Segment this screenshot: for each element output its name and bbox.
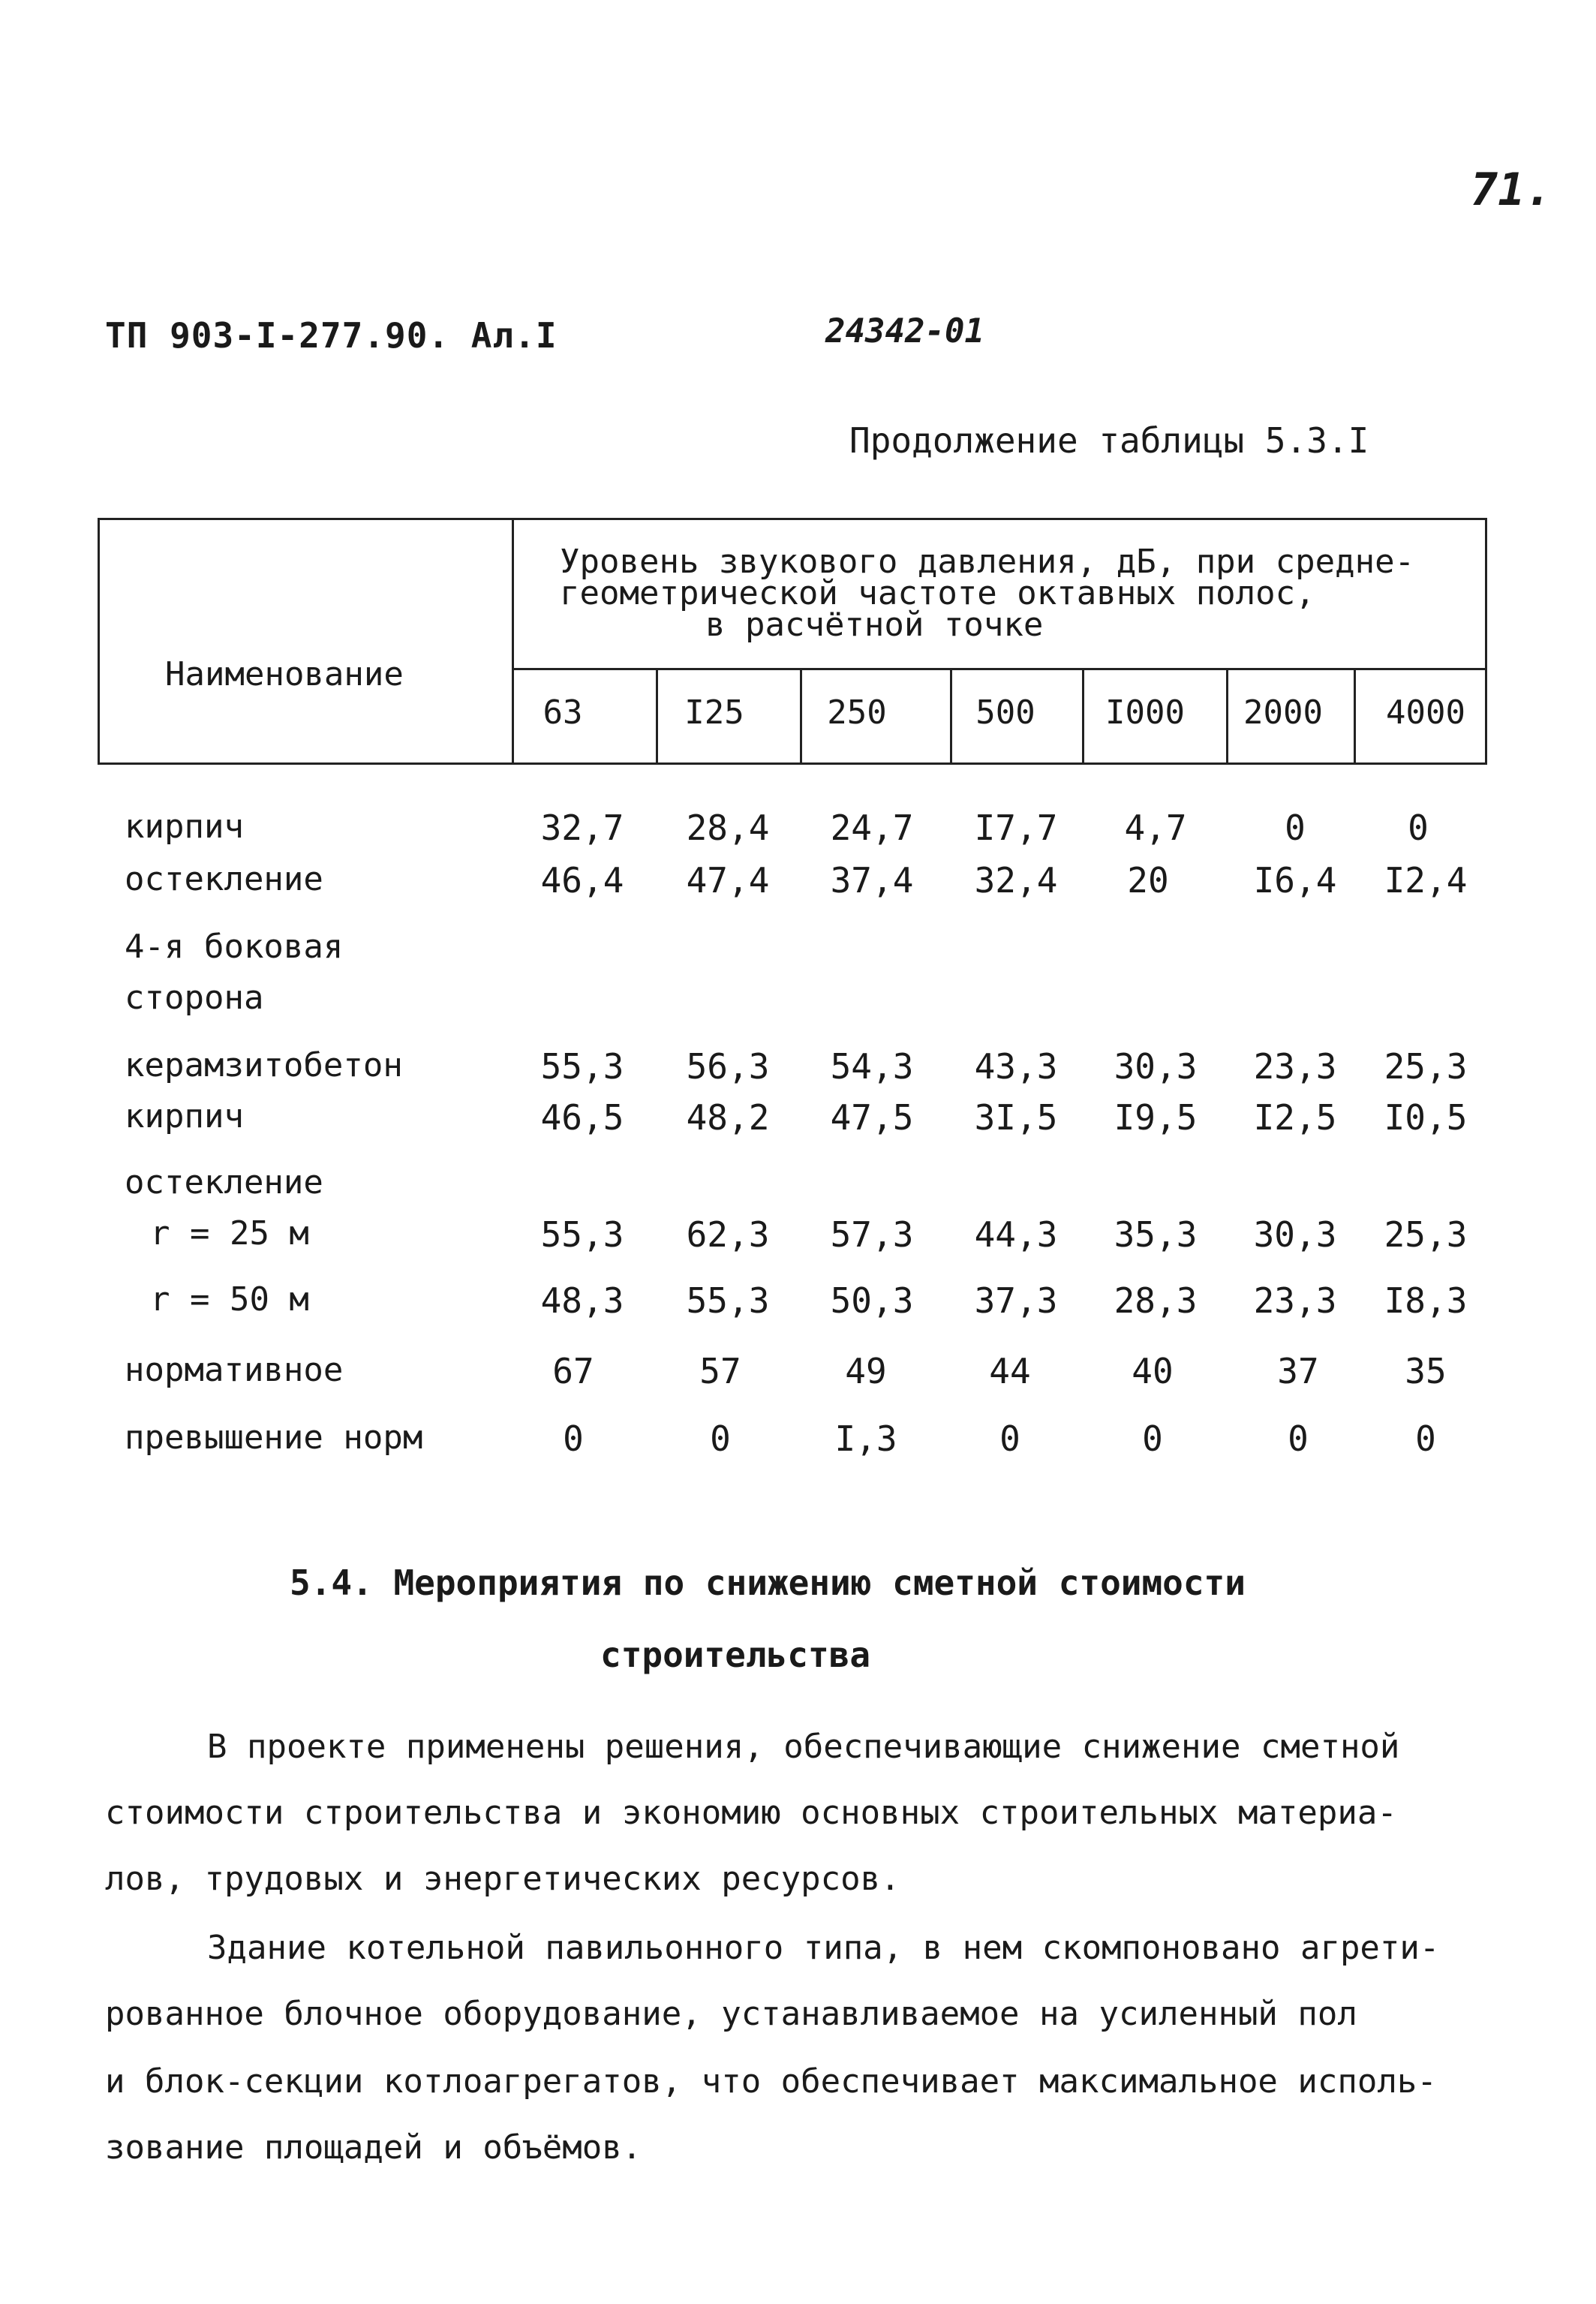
table-cell: 55,3 [540,1046,624,1087]
table-cell: 67 [552,1351,594,1391]
table-cell: I2,4 [1384,860,1468,901]
table-cell: I9,5 [1114,1097,1198,1138]
paragraph-line: и блок-секции котлоагрегатов, что обеспечивает максимальное исполь- [105,2062,1437,2101]
document-code: ТП 903-I-277.90. Ал.I [105,315,558,356]
spl-header-line: Уровень звукового давления, дБ, при средне- [560,543,1415,581]
table-cell: 37,3 [974,1280,1058,1321]
frequency-header: 250 [827,693,887,732]
table-cell: 25,3 [1384,1214,1468,1255]
table-cell: 0 [1142,1418,1163,1459]
table-cell: 35,3 [1114,1214,1198,1255]
table-cell: 48,2 [686,1097,770,1138]
spl-header-line: в расчётной точке [705,606,1044,644]
row-label: остекление [125,1163,323,1202]
table-cell: 44,3 [974,1214,1058,1255]
table-cell: I8,3 [1384,1280,1468,1321]
table-cell: 28,3 [1114,1280,1198,1321]
table-cell: 23,3 [1253,1280,1337,1321]
handwritten-code: 24342-01 [825,312,984,350]
row-label: превышение норм [125,1418,423,1457]
table-cell: 48,3 [540,1280,624,1321]
table-cell: 40 [1132,1351,1174,1391]
table-cell: 3I,5 [974,1097,1058,1138]
table-cell: 46,5 [540,1097,624,1138]
table-cell: 4,7 [1124,808,1187,848]
frame-top-line [98,518,1487,520]
table-cell: 20 [1127,860,1169,901]
frame-left-line [98,518,100,765]
paragraph-line: стоимости строительства и экономию основных строительных материа- [105,1794,1397,1832]
table-cell: 23,3 [1253,1046,1337,1087]
table-cell: 55,3 [540,1214,624,1255]
page-number: 71. [1471,164,1552,216]
spl-header-line: геометрической частоте октавных полос, [560,574,1315,612]
section-heading: 5.4. Мероприятия по снижению сметной стоимости [290,1563,1246,1603]
frequency-header: 4000 [1386,693,1465,732]
table-cell: 24,7 [830,808,914,848]
frequency-header: I25 [684,693,744,732]
frequency-header: 2000 [1243,693,1323,732]
frequency-header: 63 [543,693,583,732]
table-cell: 55,3 [686,1280,770,1321]
table-cell: 43,3 [974,1046,1058,1087]
table-cell: I6,4 [1253,860,1337,901]
table-cell: 0 [710,1418,731,1459]
table-cell: 37 [1277,1351,1319,1391]
row-label: остекление [125,860,323,898]
row-label: r = 50 м [150,1280,309,1319]
table-cell: 47,4 [686,860,770,901]
table-cell: 0 [563,1418,584,1459]
section-heading: строительства [600,1635,871,1675]
table-cell: I2,5 [1253,1097,1337,1138]
column-header-name: Наименование [165,655,404,693]
table-cell: 37,4 [830,860,914,901]
table-caption: Продолжение таблицы 5.3.I [849,420,1369,461]
table-cell: 0 [1415,1418,1436,1459]
table-cell: 35 [1405,1351,1447,1391]
freq-divider [1354,668,1356,765]
table-cell: 30,3 [1253,1214,1337,1255]
row-label: кирпич [125,1097,244,1135]
table-cell: 56,3 [686,1046,770,1087]
frequency-header: I000 [1105,693,1185,732]
paragraph-line: рованное блочное оборудование, устанавливаемое на усиленный пол [105,1995,1357,2033]
paragraph-line: В проекте применены решения, обеспечивающие снижение сметной [207,1728,1400,1766]
table-cell: 57 [699,1351,741,1391]
table-cell: 44 [989,1351,1031,1391]
table-cell: 47,5 [830,1097,914,1138]
table-cell: I0,5 [1384,1097,1468,1138]
frequency-header: 500 [975,693,1035,732]
paragraph-line: зование площадей и объёмов. [105,2128,642,2167]
table-cell: 62,3 [686,1214,770,1255]
table-cell: 54,3 [830,1046,914,1087]
paragraph-line: лов, трудовых и энергетических ресурсов. [105,1860,900,1898]
table-cell: 28,4 [686,808,770,848]
table-cell: 32,4 [974,860,1058,901]
row-label: кирпич [125,808,244,846]
frame-subheader-line [512,668,1487,670]
row-label: 4-я боковая [125,928,344,966]
row-label: сторона [125,979,264,1017]
paragraph-line: Здание котельной павильонного типа, в нем скомпоновано агрети- [207,1929,1440,1967]
row-label: r = 25 м [150,1214,309,1253]
table-cell: 0 [1288,1418,1309,1459]
table-cell: 25,3 [1384,1046,1468,1087]
table-cell: 30,3 [1114,1046,1198,1087]
table-cell: 0 [1408,808,1429,848]
table-cell: 49 [845,1351,887,1391]
table-cell: 50,3 [830,1280,914,1321]
row-label: керамзитобетон [125,1046,403,1084]
frame-bottom-line [98,762,1487,765]
table-cell: 0 [1285,808,1306,848]
table-cell: 32,7 [540,808,624,848]
table-cell: I,3 [834,1418,897,1459]
table-cell: 46,4 [540,860,624,901]
row-label: нормативное [125,1351,344,1389]
table-cell: I7,7 [974,808,1058,848]
table-cell: 0 [999,1418,1020,1459]
table-cell: 57,3 [830,1214,914,1255]
